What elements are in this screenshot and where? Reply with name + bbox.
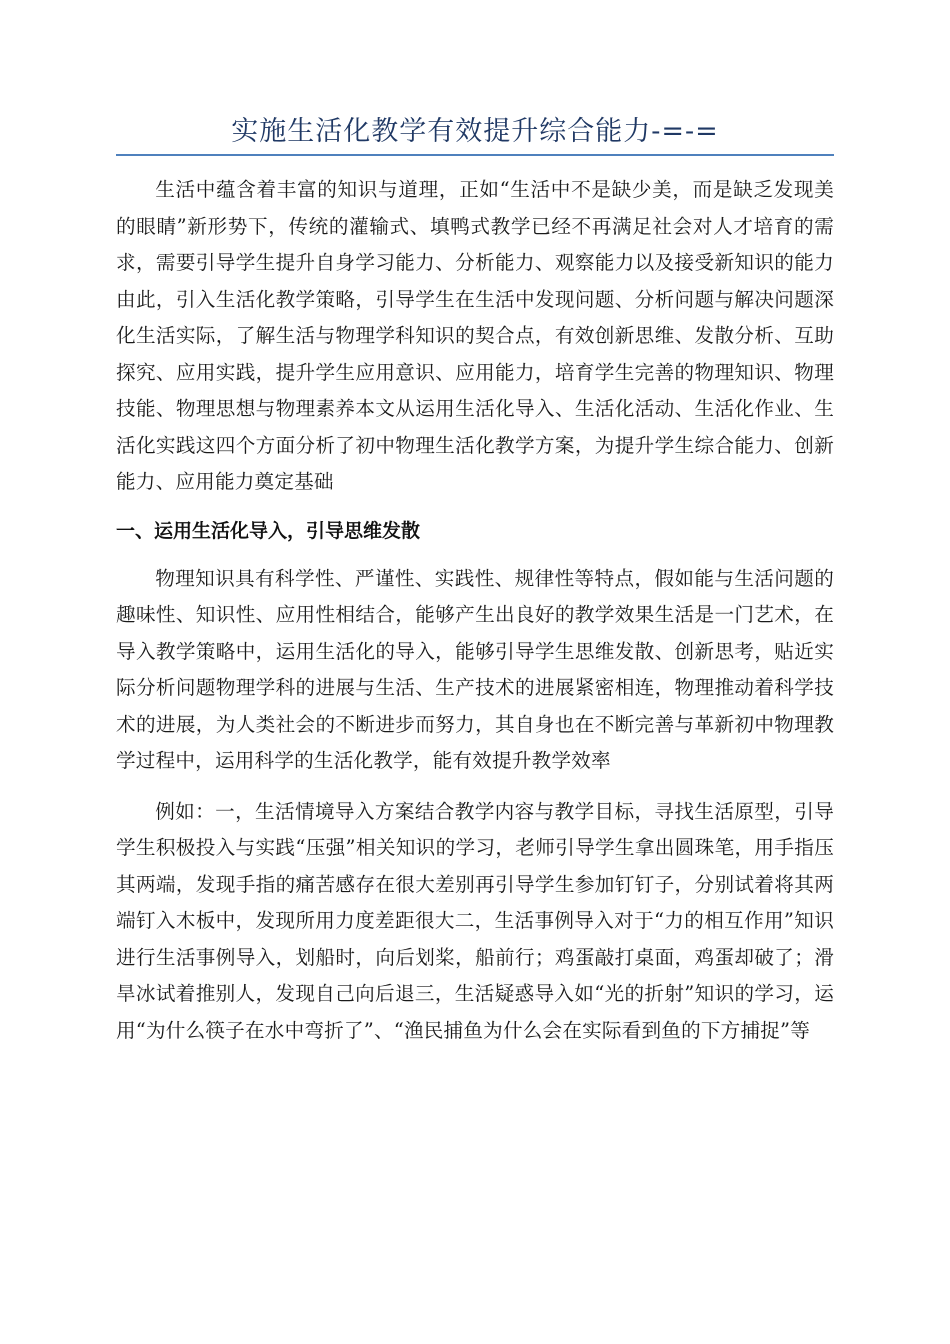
intro-paragraph: 生活中蕴含着丰富的知识与道理，正如“生活中不是缺少美，而是缺乏发现美的眼睛”新形势下，传统的灌输式、填鸭式教学已经不再满足社会对人才培育的需求，需要引导学生提升自身学习能力、分析能力、观察能力以及接受新知识的能力由此，引入生活化教学策略，引导学生在生活中发现问题、分析问题与解决问题深化生活实际，了解生活与物理学科知识的契合点，有效创新思维、发散分析、互助探究、应用实践，提升学生应用意识、应用能力，培育学生完善的物理知识、物理技能、物理思想与物理素养本文从运用生活化导入、生活化活动、生活化作业、生活化实践这四个方面分析了初中物理生活化教学方案，为提升学生综合能力、创新能力、应用能力奠定基础 xyxy=(116,178,834,493)
document-body xyxy=(116,172,834,1049)
section-paragraph-2: 例如：一，生活情境导入方案结合教学内容与教学目标，寻找生活原型，引导学生积极投入与实践“压强”相关知识的学习，老师引导学生拿出圆珠笔，用手指压其两端，发现手指的痛苦感存在很大差别再引导学生参加钉钉子，分别试着将其两端钉入木板中，发现所用力度差距很大二，生活事例导入对于“力的相互作用”知识进行生活事例导入，划船时，向后划桨，船前行；鸡蛋敲打桌面，鸡蛋却破了；滑旱冰试着推别人，发现自己向后退三，生活疑惑导入如“光的折射”知识的学习，运用“为什么筷子在水中弯折了”、“渔民捕鱼为什么会在实际看到鱼的下方捕捉”等 xyxy=(116,799,834,1042)
section-paragraph-1: 物理知识具有科学性、严谨性、实践性、规律性等特点，假如能与生活问题的趣味性、知识性、应用性相结合，能够产生出良好的教学效果生活是一门艺术，在导入教学策略中，运用生活化的导入，能够引导学生思维发散、创新思考，贴近实际分析问题物理学科的进展与生活、生产技术的进展紧密相连，物理推动着科学技术的进展，为人类社会的不断进步而努力，其自身也在不断完善与革新初中物理教学过程中，运用科学的生活化教学，能有效提升教学效率 xyxy=(116,566,834,772)
title-underline xyxy=(116,154,834,156)
page-title: 实施生活化教学有效提升综合能力-=-= xyxy=(231,116,719,147)
section-heading: 一、运用生活化导入，引导思维发散 xyxy=(116,519,421,542)
